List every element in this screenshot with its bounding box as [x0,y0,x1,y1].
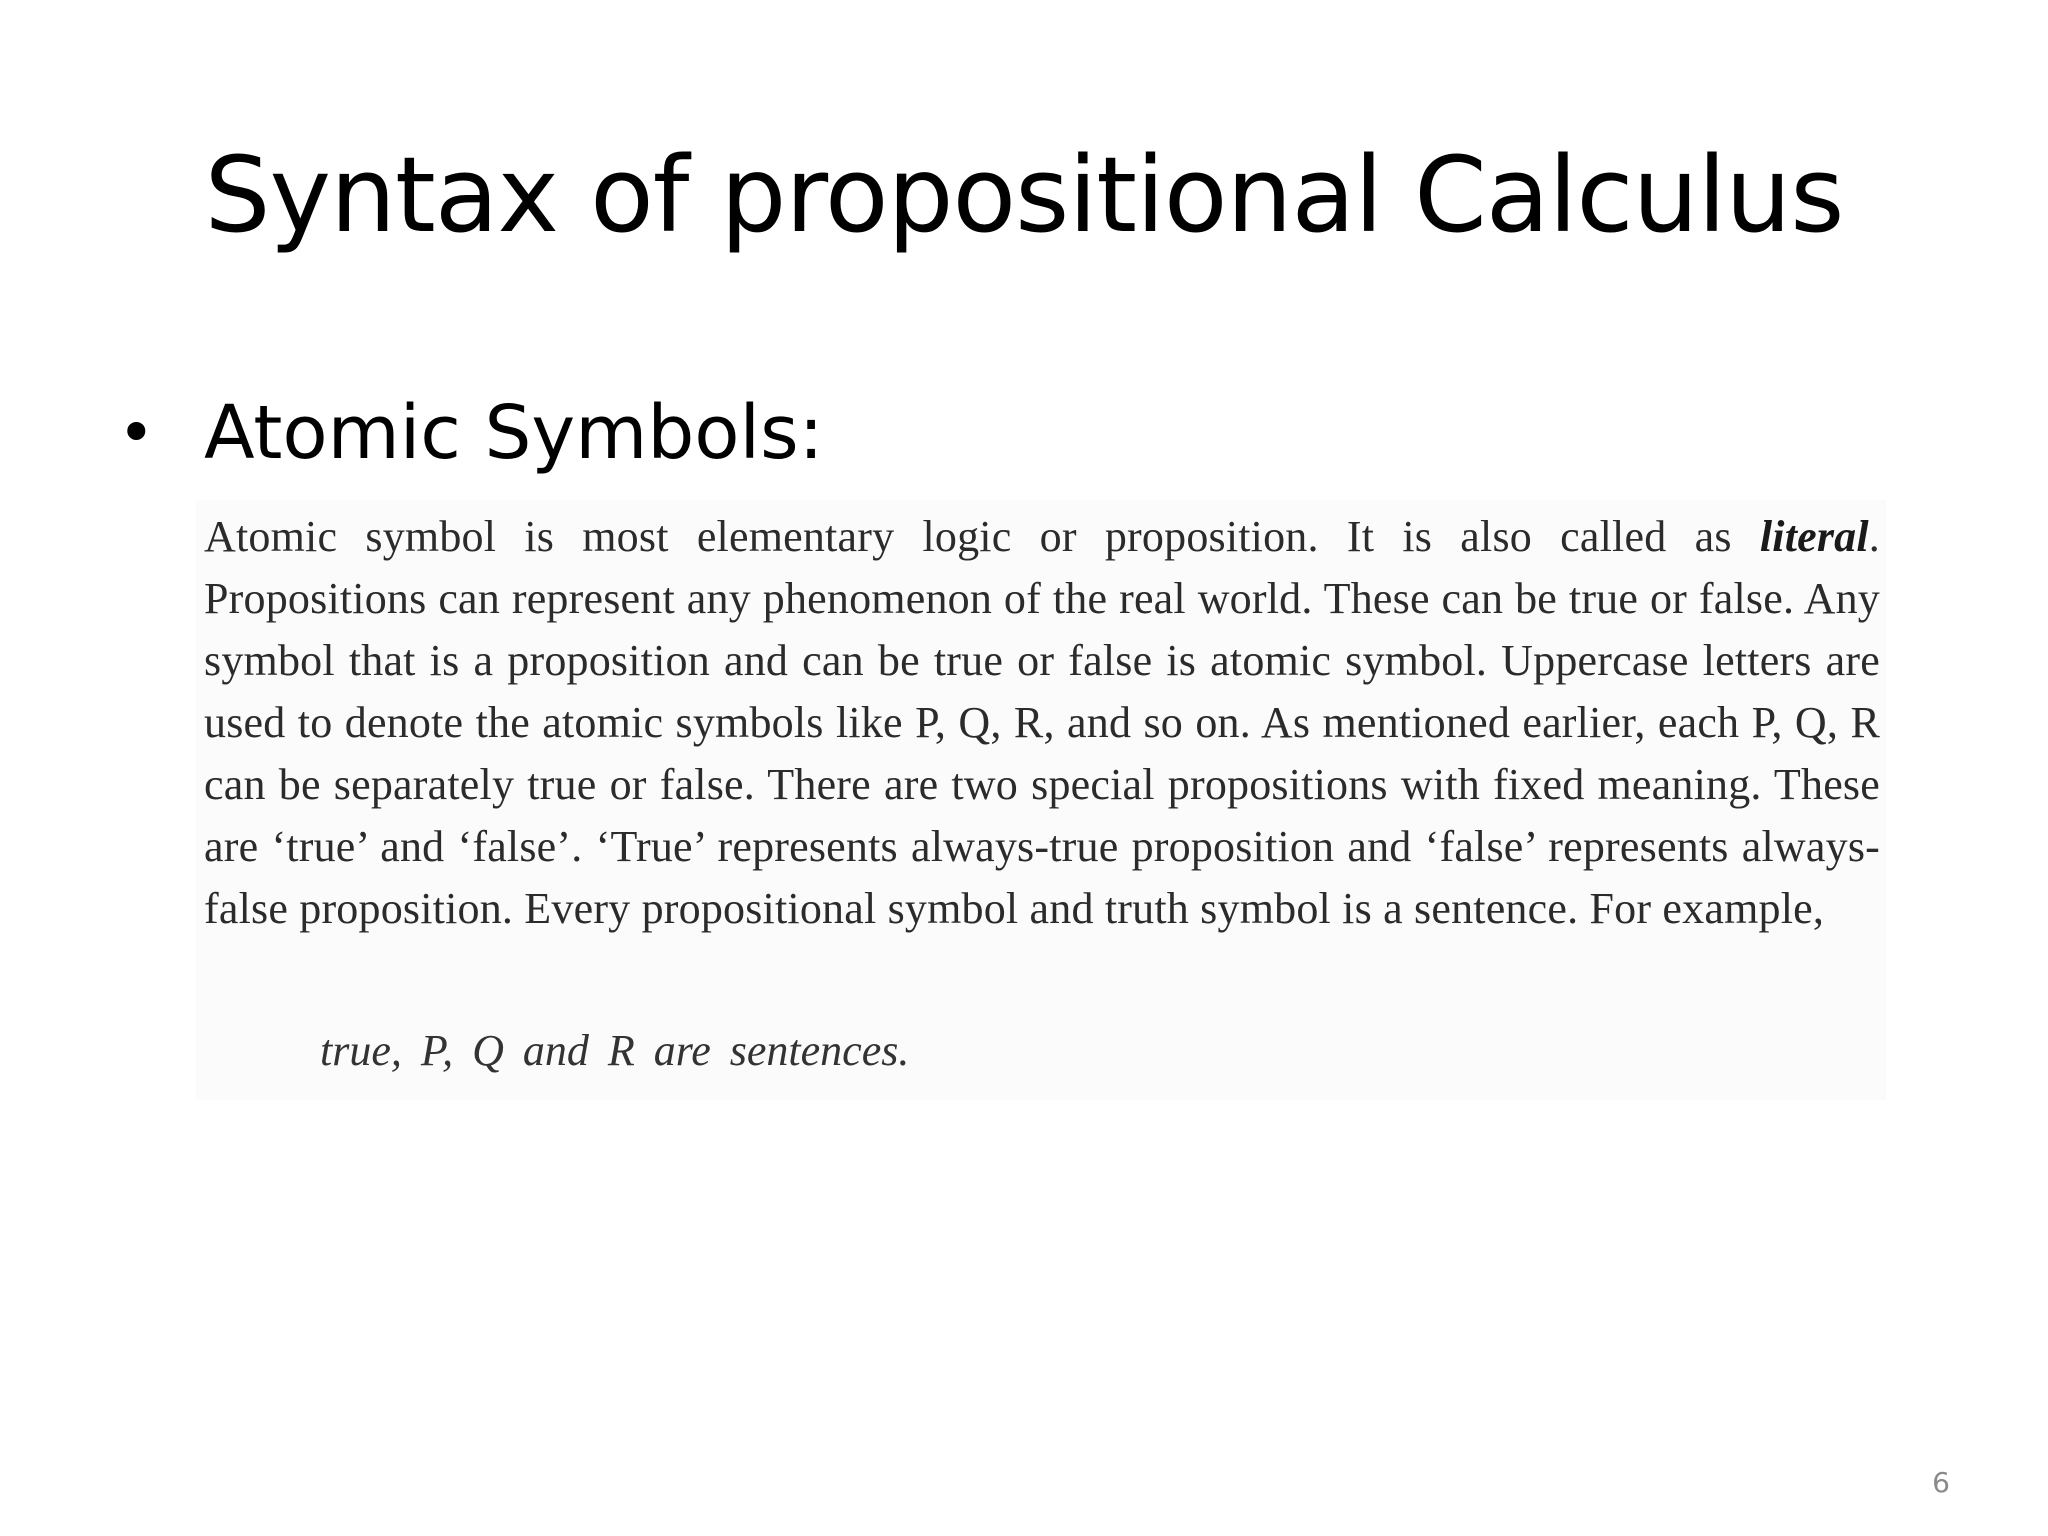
slide-title: Syntax of propositional Calculus [204,134,1844,256]
excerpt-example-line: true, P, Q and R are sentences. [320,1026,910,1075]
excerpt-literal-term: literal [1759,512,1869,561]
bullet-item-atomic-symbols [118,388,824,478]
excerpt-text-intro: Atomic symbol is most elementary logic or proposition. It is also called as [204,512,1760,561]
bullet-label: Atomic Symbols: [204,390,824,476]
excerpt-text-body: . Propositions can represent any phenomenon of the real world. These can be true or false. Any symbol that is a proposition and can be true or false is atomic symbol. Uppercase letters are used to denote the atomic symbols like P, Q, R, and so on. As mentioned earlier, each P, Q, R can be separately true or false. There are two special propositions with fixed meaning. These are ‘true’ and ‘false’. ‘True’ represents always-true proposition and ‘false’ represents always-false proposition. Every propositional symbol and truth symbol is a sentence. For example, [204,512,1880,933]
textbook-excerpt-image [196,500,1886,1100]
excerpt-paragraph [204,506,1880,940]
bullet-marker: • [118,396,155,469]
page-number: 6 [1932,1466,1950,1499]
